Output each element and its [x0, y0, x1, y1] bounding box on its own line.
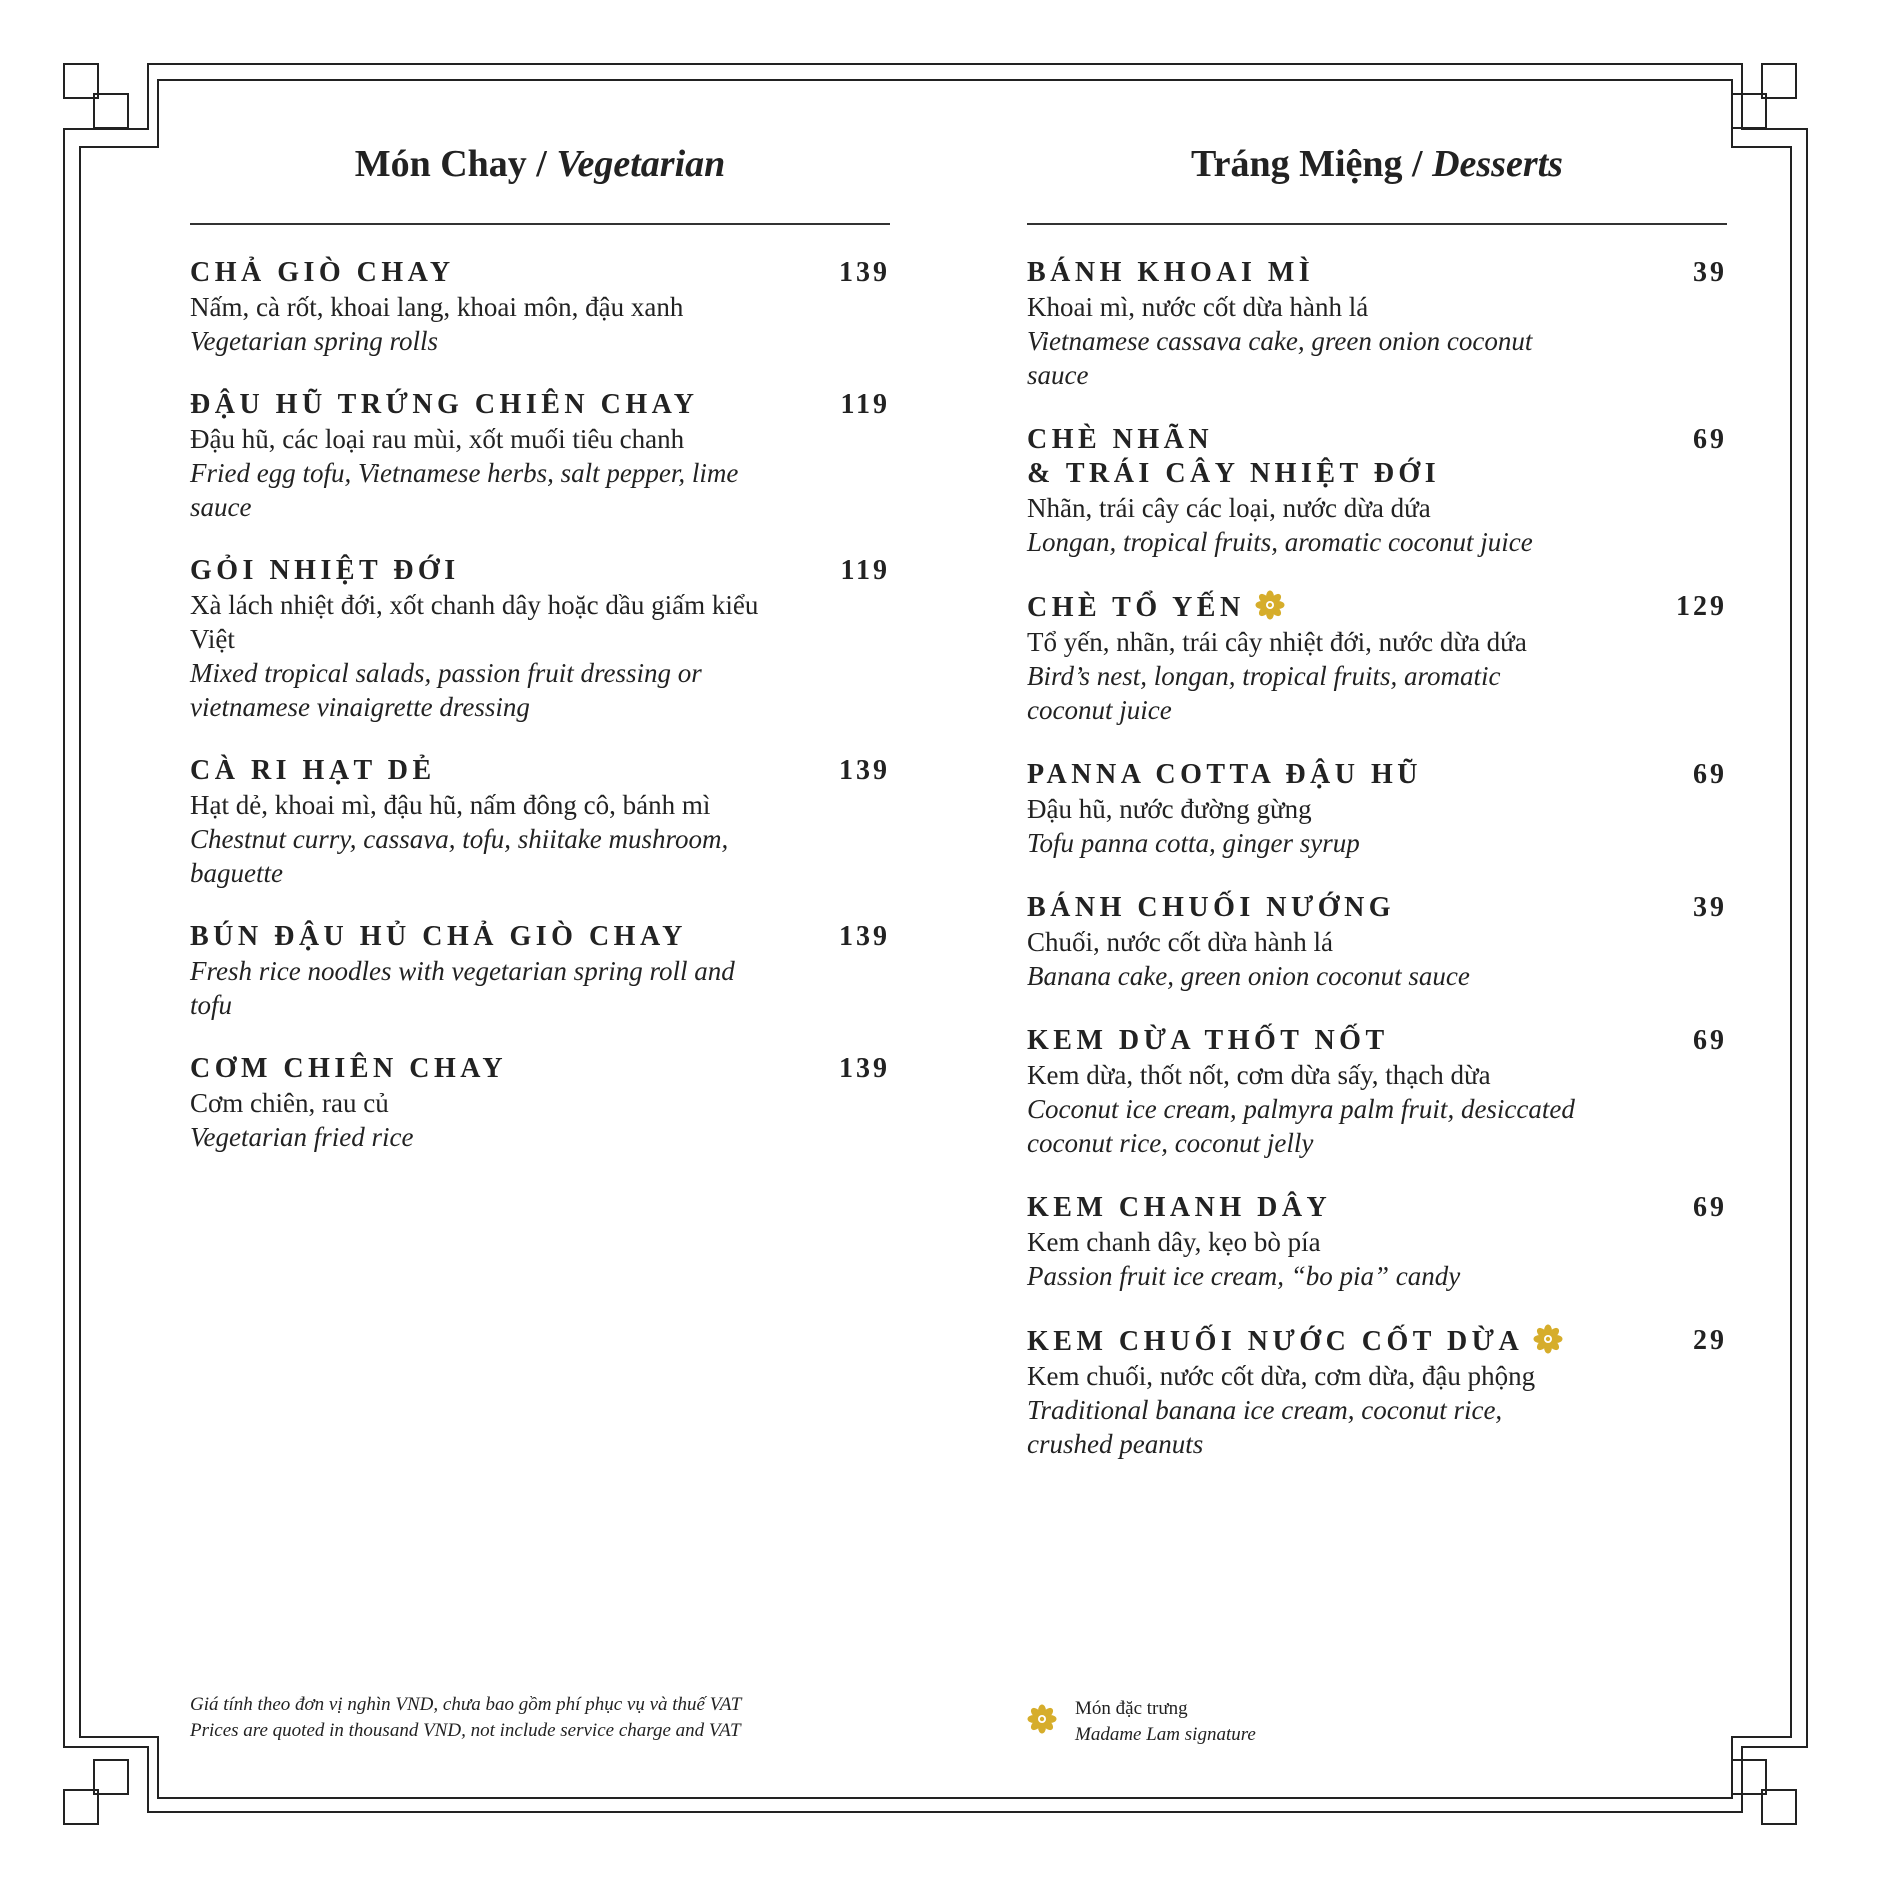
item-name-text: KEM CHUỐI NƯỚC CỐT DỪA — [1027, 1326, 1524, 1357]
item-price: 39 — [1693, 257, 1727, 288]
item-english-description: Banana cake, green onion coconut sauce — [1027, 961, 1470, 991]
item-english-description: Traditional banana ice cream, coconut rice, crushed peanuts — [1027, 1395, 1503, 1459]
item-name — [1027, 758, 1727, 792]
menu-item — [190, 554, 890, 724]
item-english-description: Fried egg tofu, Vietnamese herbs, salt pepper, lime sauce — [190, 458, 739, 522]
item-name — [1027, 1024, 1727, 1058]
item-price: 139 — [839, 1053, 890, 1084]
item-name-text: BÁNH KHOAI MÌ — [1027, 257, 1315, 288]
item-description: Chuối, nước cốt dừa hành lá — [1027, 927, 1333, 957]
item-description: Nấm, cà rốt, khoai lang, khoai môn, đậu xanh — [190, 292, 684, 322]
item-name — [1027, 891, 1727, 925]
price-note-vi: Giá tính theo đơn vị nghìn VND, chưa bao gồm phí phục vụ và thuế VAT — [190, 1694, 742, 1715]
item-description: Hạt dẻ, khoai mì, đậu hũ, nấm đông cô, bánh mì — [190, 790, 711, 820]
item-name-text: CÀ RI HẠT DẺ — [190, 755, 436, 786]
item-name-text: KEM CHANH DÂY — [1027, 1192, 1332, 1223]
item-price: 139 — [839, 921, 890, 952]
item-name — [1027, 1324, 1727, 1359]
item-price: 129 — [1676, 591, 1727, 622]
menu-item — [190, 754, 890, 890]
item-price: 139 — [839, 257, 890, 288]
item-description: Kem dừa, thốt nốt, cơm dừa sấy, thạch dừa — [1027, 1060, 1491, 1090]
item-name — [1027, 256, 1727, 290]
item-price: 139 — [839, 755, 890, 786]
item-name-text: CHẢ GIÒ CHAY — [190, 257, 455, 288]
section-title-en: Vegetarian — [556, 143, 726, 185]
item-price: 39 — [1693, 892, 1727, 923]
item-name-text: GỎI NHIỆT ĐỚI — [190, 555, 460, 586]
menu-item — [190, 920, 890, 1022]
menu-item — [1027, 1191, 1727, 1293]
item-price: 119 — [840, 389, 890, 420]
item-name-text: CHÈ NHÃN — [1027, 424, 1214, 455]
menu-item — [190, 256, 890, 358]
item-english-description: Coconut ice cream, palmyra palm fruit, desiccated coconut rice, coconut jelly — [1027, 1094, 1575, 1158]
section-divider — [190, 223, 890, 225]
dessert-items — [1027, 256, 1727, 1492]
flower-icon — [1027, 1704, 1057, 1734]
item-name-text: ĐẬU HŨ TRỨNG CHIÊN CHAY — [190, 389, 699, 420]
item-name — [190, 754, 890, 788]
item-name-text: BÚN ĐẬU HỦ CHẢ GIÒ CHAY — [190, 921, 687, 952]
item-name-text: PANNA COTTA ĐẬU HŨ — [1027, 759, 1422, 790]
section-title-en: Desserts — [1432, 143, 1563, 185]
item-name — [1027, 590, 1727, 625]
item-english-description: Chestnut curry, cassava, tofu, shiitake mushroom, baguette — [190, 824, 729, 888]
menu-item — [1027, 256, 1727, 392]
item-description: Khoai mì, nước cốt dừa hành lá — [1027, 292, 1369, 322]
item-description: Nhãn, trái cây các loại, nước dừa dứa — [1027, 493, 1431, 523]
section-title-vi: Món Chay / — [354, 143, 547, 185]
item-english-description: Tofu panna cotta, ginger syrup — [1027, 828, 1360, 858]
item-name — [190, 554, 890, 588]
legend-vi: Món đặc trưng — [1075, 1698, 1188, 1719]
menu-item — [1027, 1324, 1727, 1461]
section-title-vegetarian — [190, 142, 890, 186]
menu-item — [1027, 891, 1727, 993]
item-price: 29 — [1693, 1325, 1727, 1356]
item-description: Kem chuối, nước cốt dừa, cơm dừa, đậu phộng — [1027, 1361, 1536, 1391]
item-price: 69 — [1693, 1192, 1727, 1223]
item-name-text: KEM DỪA THỐT NỐT — [1027, 1025, 1389, 1056]
item-name-text: CƠM CHIÊN CHAY — [190, 1053, 508, 1084]
item-name — [190, 388, 890, 422]
item-name-line-2: & TRÁI CÂY NHIỆT ĐỚI — [1027, 458, 1441, 489]
section-divider — [1027, 223, 1727, 225]
item-name-text: CHÈ TỔ YẾN — [1027, 592, 1245, 623]
item-english-description: Passion fruit ice cream, “bo pia” candy — [1027, 1261, 1461, 1291]
item-description: Đậu hũ, nước đường gừng — [1027, 794, 1312, 824]
item-description: Kem chanh dây, kẹo bò pía — [1027, 1227, 1321, 1257]
section-title-desserts — [1027, 142, 1727, 186]
item-english-description: Vegetarian spring rolls — [190, 326, 439, 356]
menu-item — [1027, 1024, 1727, 1160]
price-note — [190, 1692, 741, 1744]
item-name — [190, 920, 890, 954]
item-price: 119 — [840, 555, 890, 586]
menu-item — [1027, 590, 1727, 727]
item-description: Xà lách nhiệt đới, xốt chanh dây hoặc dầu giấm kiểu Việt — [190, 590, 759, 654]
item-english-description: Fresh rice noodles with vegetarian spring roll and tofu — [190, 956, 735, 1020]
item-price: 69 — [1693, 1025, 1727, 1056]
item-english-description: Vietnamese cassava cake, green onion coconut sauce — [1027, 326, 1533, 390]
item-english-description: Mixed tropical salads, passion fruit dressing or vietnamese vinaigrette dressing — [190, 658, 702, 722]
item-english-description: Vegetarian fried rice — [190, 1122, 414, 1152]
item-english-description: Longan, tropical fruits, aromatic coconut juice — [1027, 527, 1533, 557]
item-name-text: BÁNH CHUỐI NƯỚNG — [1027, 892, 1396, 923]
item-name — [1027, 1191, 1727, 1225]
menu-item — [1027, 423, 1727, 559]
item-price: 69 — [1693, 759, 1727, 790]
legend-en: Madame Lam signature — [1075, 1724, 1256, 1745]
menu-item — [190, 388, 890, 524]
item-description: Đậu hũ, các loại rau mùi, xốt muối tiêu chanh — [190, 424, 685, 454]
item-description: Tổ yến, nhãn, trái cây nhiệt đới, nước dừa dứa — [1027, 627, 1527, 657]
section-title-vi: Tráng Miệng / — [1191, 143, 1423, 185]
item-price: 69 — [1693, 424, 1727, 455]
item-description: Cơm chiên, rau củ — [190, 1088, 389, 1118]
item-name — [190, 1052, 890, 1086]
flower-icon — [1533, 1324, 1563, 1354]
item-name — [190, 256, 890, 290]
flower-icon — [1255, 590, 1285, 620]
item-name — [1027, 423, 1727, 491]
vegetarian-items — [190, 256, 890, 1184]
menu-item — [1027, 758, 1727, 860]
item-english-description: Bird’s nest, longan, tropical fruits, aromatic coconut juice — [1027, 661, 1501, 725]
price-note-en: Prices are quoted in thousand VND, not include service charge and VAT — [190, 1720, 741, 1741]
menu-item — [190, 1052, 890, 1154]
